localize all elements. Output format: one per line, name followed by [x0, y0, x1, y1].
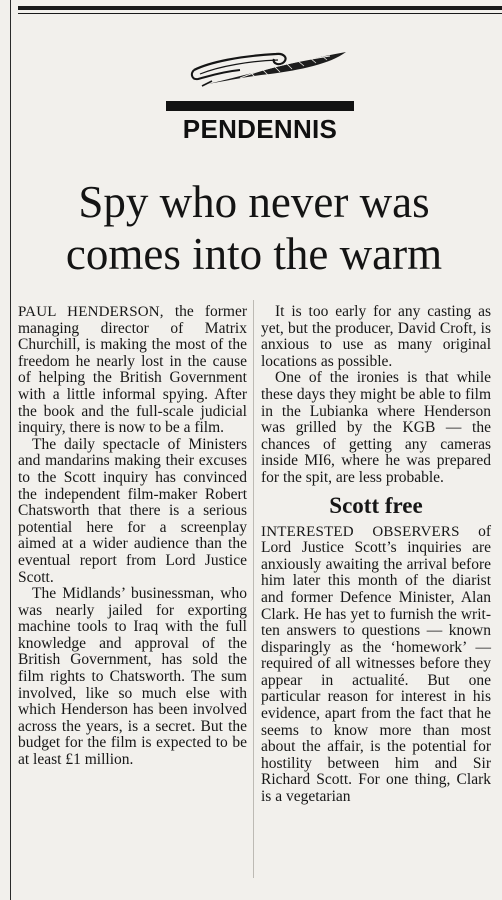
page-top-thin-rule — [18, 13, 502, 14]
article-column-2 — [261, 304, 491, 806]
paragraph: It is too early for any casting as yet, but the producer, David Croft, is anxious to use as many original locations as possible. — [261, 303, 491, 370]
paragraph — [261, 524, 491, 806]
column-divider — [253, 300, 254, 878]
column-title-bar — [166, 101, 354, 111]
paragraph-text: of Lord Justice Scott’s inquiries are anxiously awaiting the arrival before him later this month of the diarist and former Defence Minister, Alan Clark. He has yet to furnish the written answers to questions — known disparingly as the ‘homework’ — required of all witnesses before they appear in actualité. But one particular reason for interest in his evidence, apart from the fact that he seems to know more than most about the affair, is the potential for hostility between him and Sir Richard Scott. For one thing, Clark is a vegetarian — [261, 522, 492, 806]
headline — [14, 176, 494, 280]
paragraph: The Midlands’ businessman, who was nearly jailed for exporting machine tools to Iraq with the full knowledge and approval of the British Government, has sold the film rights to Chatsworth. The sum involved, like so much else with which Henderson has been involved across the years, is a secret. But the budget for the film is expected to be at least £1 million. — [18, 585, 247, 769]
quill-and-scroll-icon — [180, 40, 352, 90]
subheading: Scott free — [329, 492, 423, 518]
paragraph — [18, 304, 247, 437]
headline-line-2: comes into the warm — [65, 229, 443, 279]
lead-in: INTERESTED OBSERVERS — [261, 523, 460, 540]
page-top-rule — [18, 6, 502, 10]
column-title: PENDENNIS — [182, 114, 338, 144]
article-column-1 — [18, 304, 247, 769]
paragraph: The daily spectacle of Ministers and mandarins making their excuses to the Scott inquiry has convinced the independent film-maker Robert Chatsworth that there is a serious potential here for a screenplay aimed at a wider audience than the eventual report from Lord Justice Scott. — [18, 435, 247, 586]
headline-line-1: Spy who never was — [78, 177, 430, 227]
paragraph: One of the ironies is that while these days they might be able to film in the Lubianka where Henderson was grilled by the KGB — the chances of getting any cameras inside MI6, where he was prepared for the spit, are less probable. — [261, 369, 491, 486]
paragraph-text: the former managing director of Matrix Churchill, is making the most of the freedom he nearly lost in the cause of helping the British Government with a little informal spying. After the book and the full-scale judicial inquiry, there is now to be a film. — [18, 303, 247, 437]
lead-in: PAUL HENDERSON, — [18, 304, 164, 320]
page-left-rule — [10, 0, 11, 900]
